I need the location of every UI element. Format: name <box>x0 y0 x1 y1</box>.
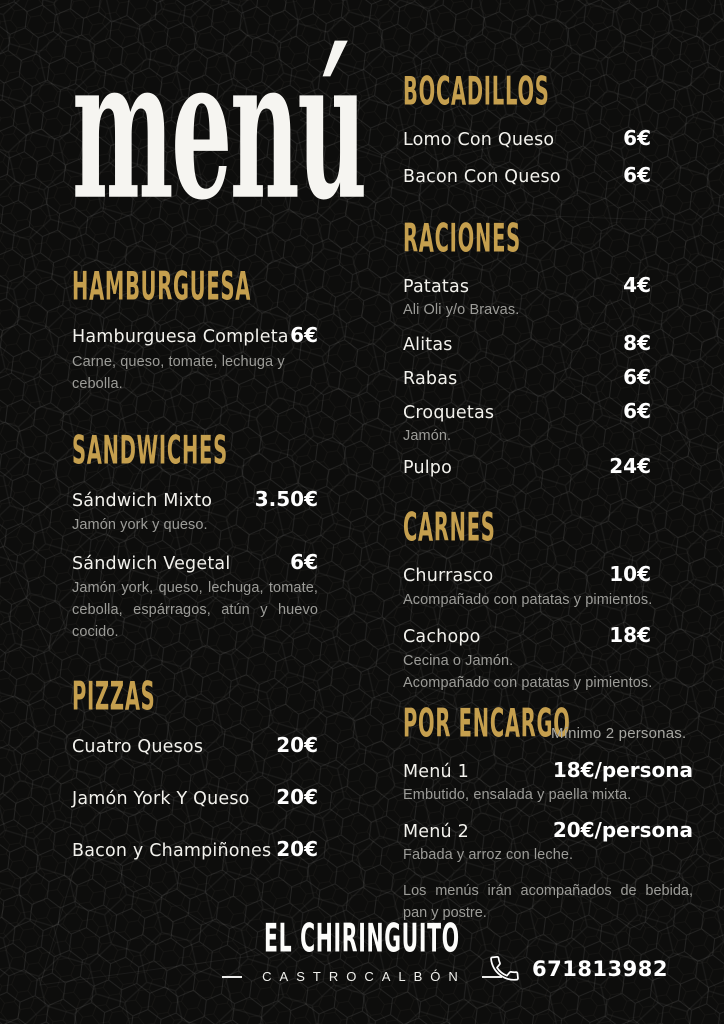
item-price: 18€ <box>609 623 651 647</box>
menu-item <box>72 733 318 757</box>
item-price: 20€ <box>276 837 318 861</box>
item-desc: Jamón york, queso, lechuga, tomate, cebolla, espárragos, atún y huevo cocido. <box>72 580 318 640</box>
section-title-text: CARNES <box>403 506 496 551</box>
menu-item <box>72 487 318 511</box>
section-title-text: RACIONES <box>403 217 521 262</box>
section-pizzas <box>72 675 318 861</box>
section-subtitle: Mínimo 2 personas. <box>551 725 687 742</box>
menu-item <box>403 399 693 423</box>
item-price: 3.50€ <box>254 487 318 511</box>
section-bocadillos <box>403 70 693 187</box>
item-name: Bacon Con Queso <box>403 167 561 187</box>
menu-note: Los menús irán acompañados de bebida, pan y postre. <box>403 883 693 921</box>
item-desc: Cecina o Jamón. <box>403 653 514 669</box>
section-title-text: BOCADILLOS <box>403 70 550 115</box>
section-carnes <box>403 506 693 694</box>
item-name: Rabas <box>403 369 458 389</box>
section-title <box>72 429 318 474</box>
section-title-text: SANDWICHES <box>72 429 228 474</box>
item-desc: Acompañado con patatas y pimientos. <box>403 592 653 608</box>
item-desc: Acompañado con patatas y pimientos. <box>403 675 653 691</box>
section-por-encargo <box>403 702 693 924</box>
menu-item <box>72 785 318 809</box>
footer <box>0 916 724 1024</box>
section-hamburguesa <box>72 265 318 395</box>
menu-item <box>72 323 318 347</box>
item-price: 6€ <box>623 126 651 150</box>
section-title <box>403 506 693 551</box>
phone-block <box>488 952 668 985</box>
menu-item <box>403 818 693 842</box>
item-name: Hamburguesa Completa <box>72 327 289 347</box>
item-name: Sándwich Vegetal <box>72 554 231 574</box>
item-desc: Embutido, ensalada y paella mixta. <box>403 787 632 803</box>
item-price: 4€ <box>623 273 651 297</box>
item-price: 20€/persona <box>552 818 693 842</box>
menu-item <box>403 163 693 187</box>
menu-item <box>403 562 693 586</box>
item-name: Bacon y Champiñones <box>72 841 272 861</box>
menu-item <box>72 837 318 861</box>
section-raciones <box>403 217 693 478</box>
section-title-text: PIZZAS <box>72 675 156 720</box>
section-title <box>72 265 318 310</box>
right-column <box>403 70 693 924</box>
item-price: 8€ <box>623 331 651 355</box>
item-desc: Carne, queso, tomate, lechuga y cebolla. <box>72 354 285 392</box>
brand-location: CASTROCALBÓN <box>262 969 466 984</box>
item-price: 6€ <box>623 365 651 389</box>
menu-item <box>72 550 318 574</box>
menu-main-title <box>72 13 365 244</box>
item-desc: Jamón york y queso. <box>72 517 208 533</box>
section-title <box>403 217 693 262</box>
section-title <box>72 675 318 720</box>
item-price: 6€ <box>290 550 318 574</box>
menu-item <box>403 126 693 150</box>
phone-handset-icon <box>486 950 522 986</box>
brand-logo: EL CHIRINGUITO <box>264 916 460 963</box>
item-name: Alitas <box>403 335 453 355</box>
section-title-text: HAMBURGUESA <box>72 265 252 310</box>
item-name: Patatas <box>403 277 470 297</box>
item-name: Lomo Con Queso <box>403 130 555 150</box>
item-name: Jamón York Y Queso <box>72 789 250 809</box>
section-title-text: POR ENCARGO <box>403 702 571 747</box>
item-price: 10€ <box>609 562 651 586</box>
menu-main-title-text: menú <box>72 13 365 244</box>
item-price: 6€ <box>623 399 651 423</box>
item-price: 24€ <box>609 454 651 478</box>
item-price: 20€ <box>276 733 318 757</box>
menu-item <box>403 758 693 782</box>
item-name: Cachopo <box>403 627 481 647</box>
item-name: Menú 1 <box>403 762 469 782</box>
item-desc: Fabada y arroz con leche. <box>403 847 574 863</box>
section-title <box>403 70 693 115</box>
phone-number: 671813982 <box>531 956 668 981</box>
item-desc: Jamón. <box>403 428 452 444</box>
item-price: 6€ <box>290 323 318 347</box>
menu-item <box>403 331 693 355</box>
item-name: Churrasco <box>403 566 494 586</box>
menu-item <box>403 454 693 478</box>
menu-item <box>403 623 693 647</box>
menu-item <box>403 273 693 297</box>
left-column <box>72 13 365 861</box>
item-price: 20€ <box>276 785 318 809</box>
section-sandwiches <box>72 429 318 643</box>
item-price: 6€ <box>623 163 651 187</box>
item-name: Croquetas <box>403 403 495 423</box>
item-price: 18€/persona <box>552 758 693 782</box>
item-name: Menú 2 <box>403 822 469 842</box>
item-desc: Ali Oli y/o Bravas. <box>403 302 520 318</box>
menu-item <box>403 365 693 389</box>
item-name: Cuatro Quesos <box>72 737 204 757</box>
item-name: Sándwich Mixto <box>72 491 213 511</box>
section-title <box>403 702 693 747</box>
item-name: Pulpo <box>403 458 453 478</box>
location-divider-left <box>222 976 242 978</box>
